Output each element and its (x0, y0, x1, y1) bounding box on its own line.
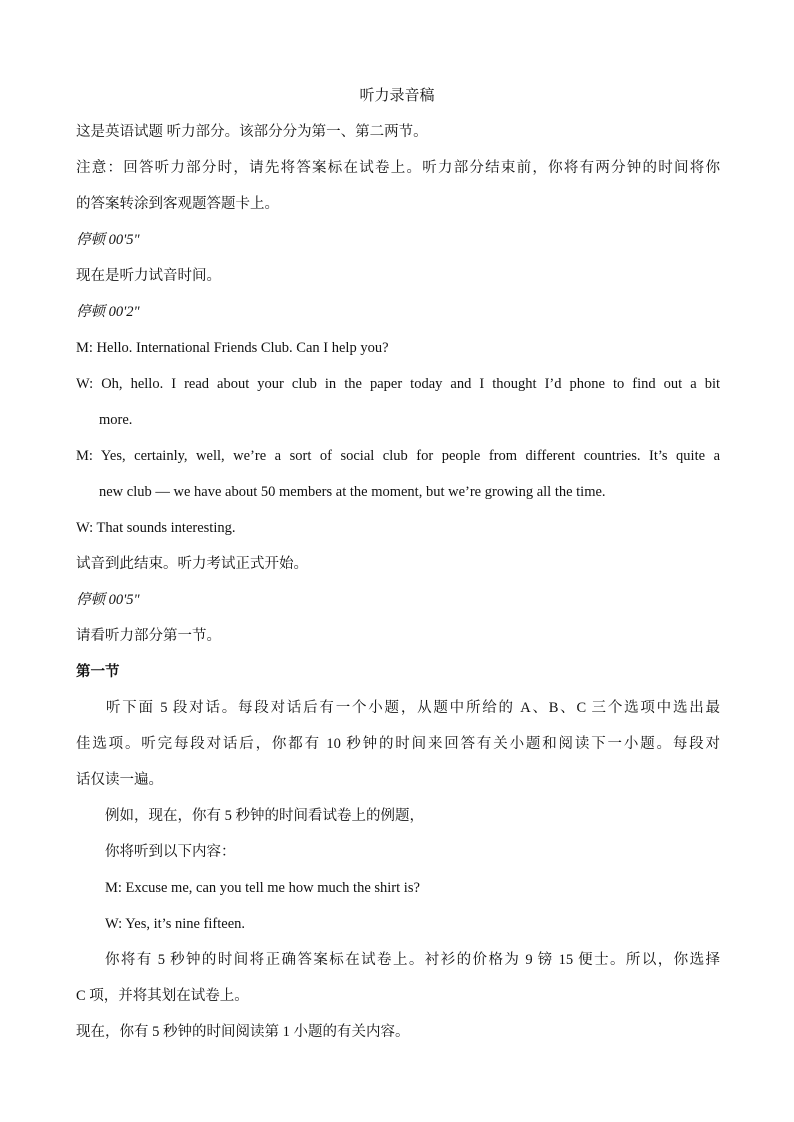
example-line: 例如，现在，你有 5 秒钟的时间看试卷上的例题， (105, 808, 424, 824)
section-intro-line: 请看听力部分第一节。 (76, 628, 221, 644)
sound-check-end-line: 试音到此结束。听力考试正式开始。 (76, 556, 308, 572)
example-answer-line-1: 你将有 5 秒钟的时间将正确答案标在试卷上。衬衫的价格为 9 镑 15 便士。所以，你选择 (105, 952, 720, 968)
dialogue-line: W: That sounds interesting. (76, 520, 236, 536)
dialogue-line: M: Hello. International Friends Club. Can I help you? (76, 340, 389, 356)
example-dialogue-line: M: Excuse me, can you tell me how much the shirt is? (105, 880, 420, 896)
pause-marker: 停顿 00'2" (76, 304, 140, 320)
pause-marker: 停顿 00'5" (76, 592, 140, 608)
example-line: 你将听到以下内容： (105, 844, 236, 860)
notice-line-2: 的答案转涂到客观题答题卡上。 (76, 196, 279, 212)
pause-marker: 停顿 00'5" (76, 232, 140, 248)
example-dialogue-line: W: Yes, it’s nine fifteen. (105, 916, 246, 932)
instruction-line-2: 佳选项。听完每段对话后，你都有 10 秒钟的时间来回答有关小题和阅读下一小题。每段对 (76, 736, 720, 752)
dialogue-continuation: new club — we have about 50 members at the moment, but we’re growing all the time. (99, 484, 606, 500)
dialogue-continuation: more. (99, 412, 133, 428)
intro-line: 这是英语试题 听力部分。该部分分为第一、第二两节。 (76, 124, 428, 140)
example-answer-line-2: C 项，并将其划在试卷上。 (76, 988, 249, 1004)
section-heading: 第一节 (76, 664, 120, 680)
instruction-line-1: 听下面 5 段对话。每段对话后有一个小题，从题中所给的 A、B、C 三个选项中选出最 (106, 700, 720, 716)
notice-line-1: 注意：回答听力部分时，请先将答案标在试卷上。听力部分结束前，你将有两分钟的时间将你 (76, 160, 720, 176)
dialogue-line: M: Yes, certainly, well, we’re a sort of social club for people from different countries. It’s quite a (76, 448, 720, 464)
dialogue-line: W: Oh, hello. I read about your club in the paper today and I thought I’d phone to find out a bit (76, 376, 720, 392)
instruction-line-3: 话仅读一遍。 (76, 772, 163, 788)
page-title: 听力录音稿 (359, 88, 435, 104)
reading-time-line: 现在，你有 5 秒钟的时间阅读第 1 小题的有关内容。 (76, 1024, 410, 1040)
sound-check-line: 现在是听力试音时间。 (76, 268, 221, 284)
